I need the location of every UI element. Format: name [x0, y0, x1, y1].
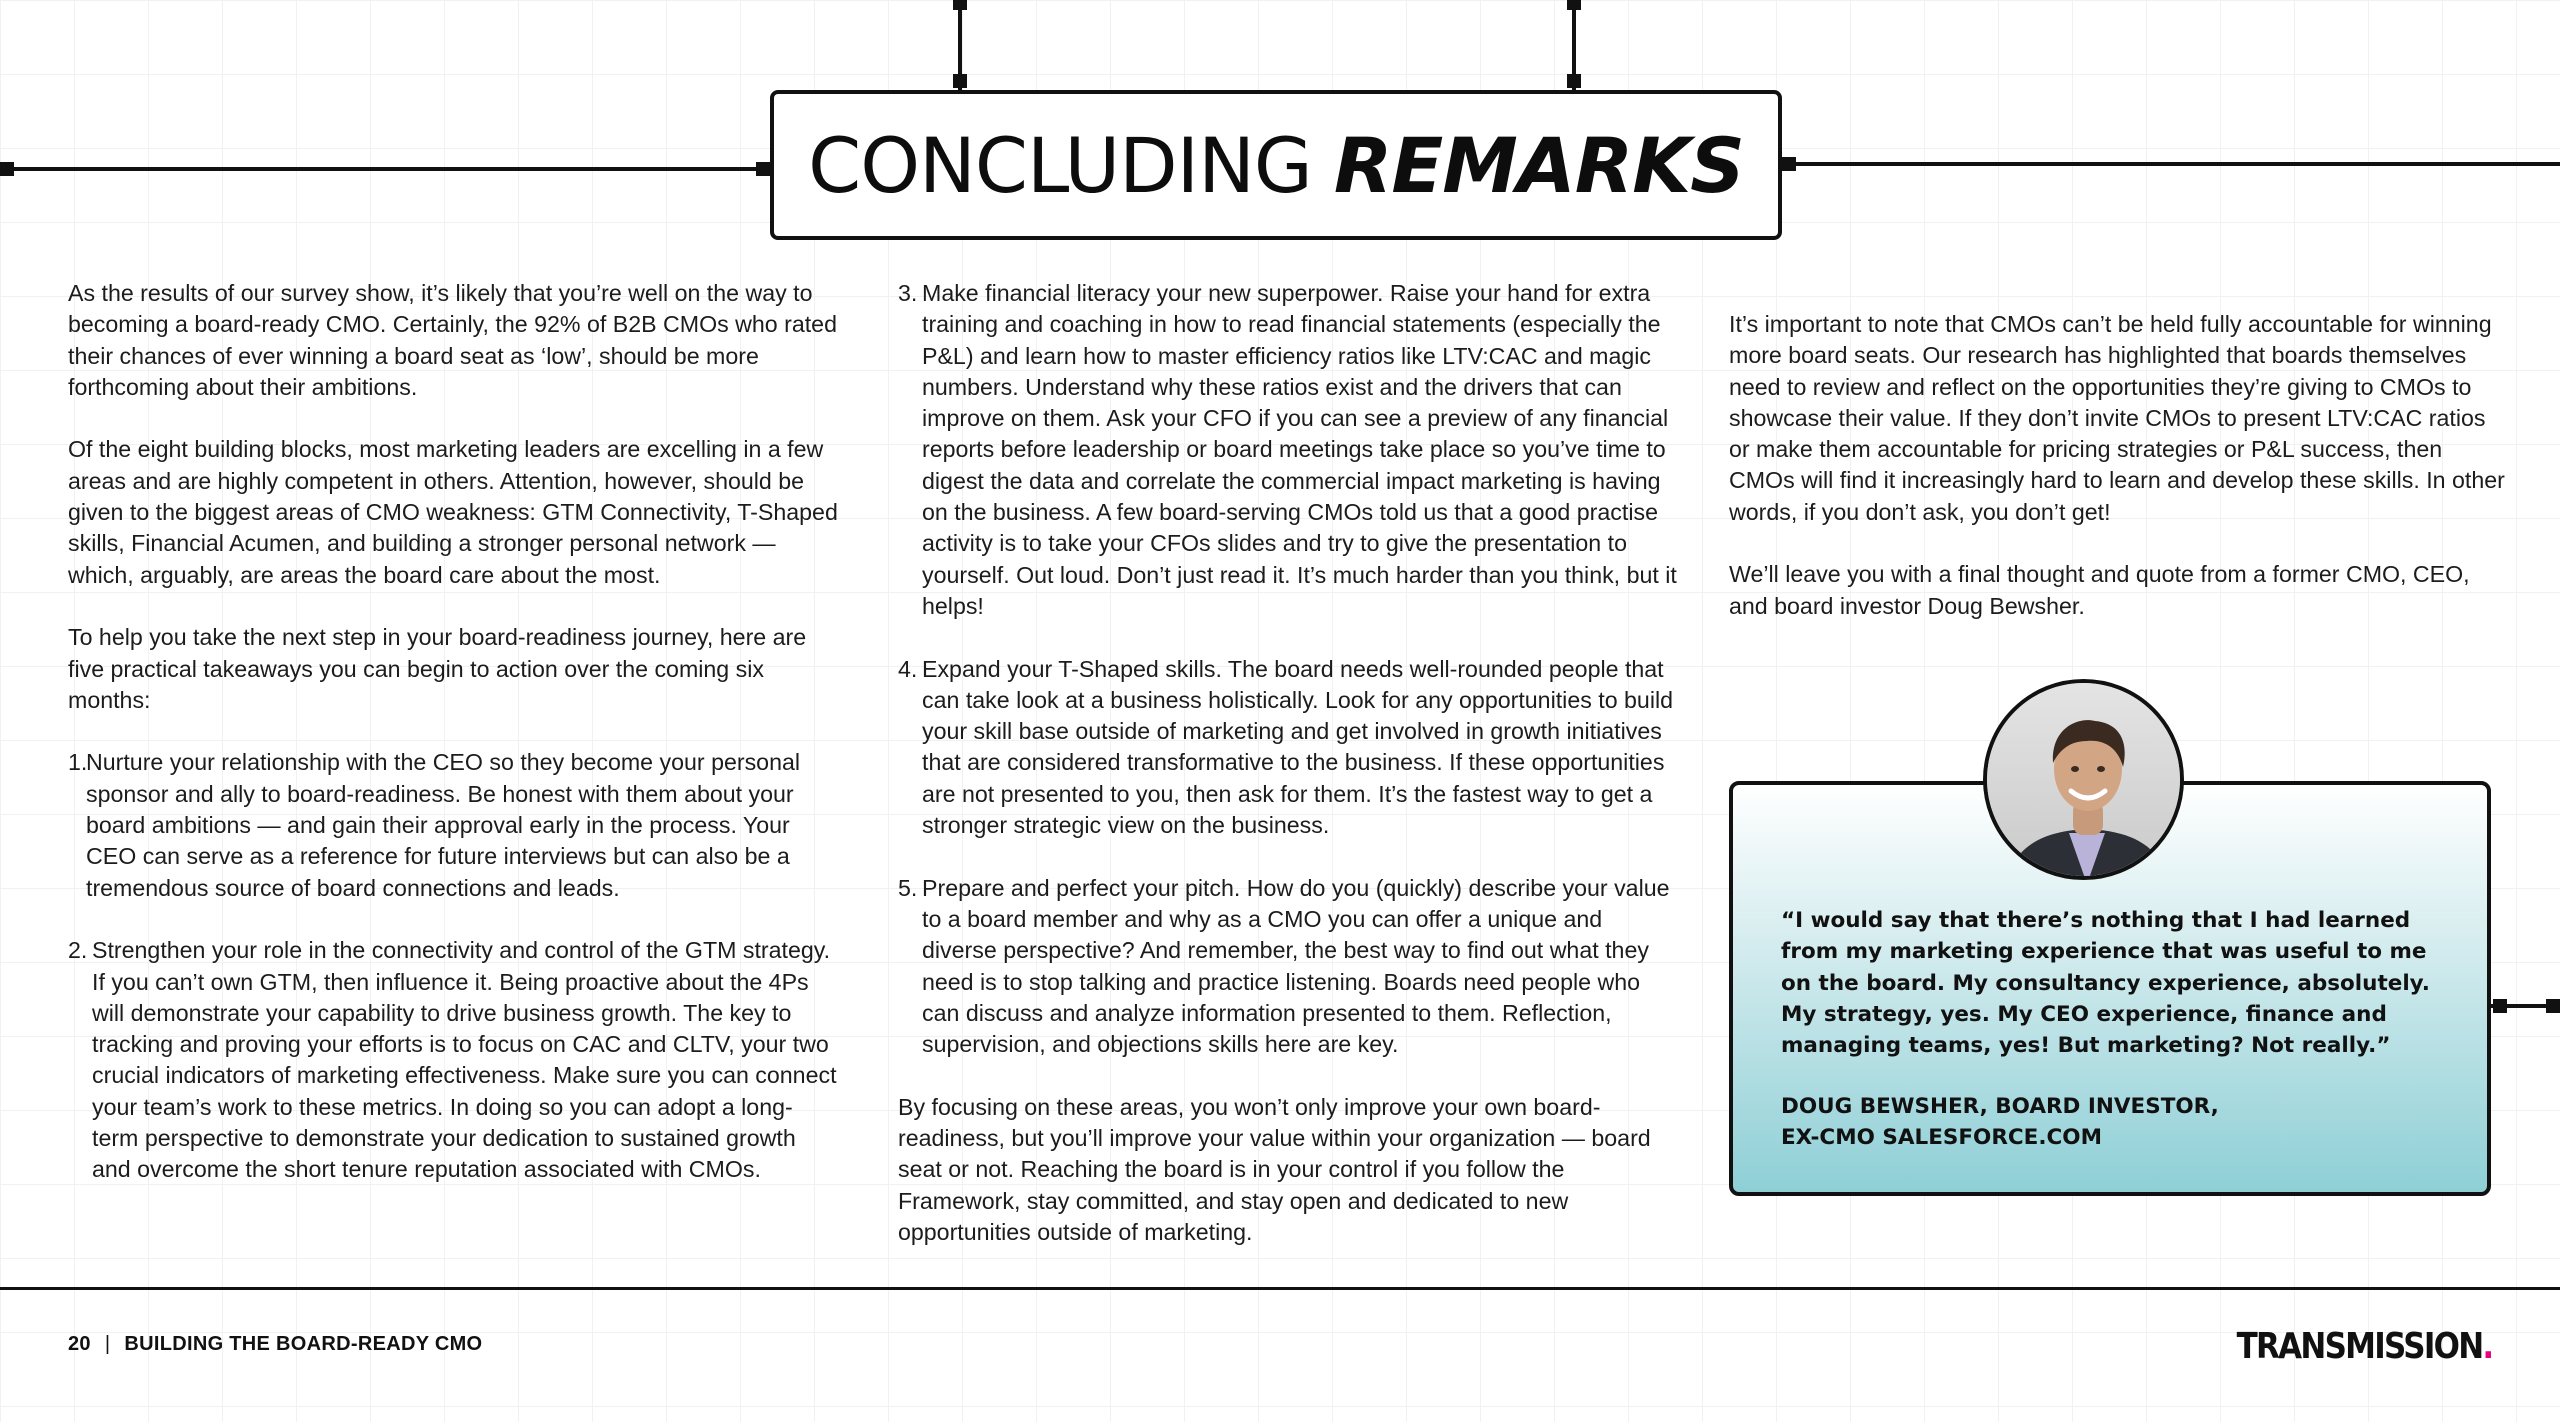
connector-node: [2493, 999, 2507, 1013]
footer-separator: |: [104, 1333, 111, 1355]
footer-divider: [0, 1287, 2560, 1290]
connector-node: [0, 162, 14, 176]
attribution-line: DOUG BEWSHER, BOARD INVESTOR,: [1781, 1094, 2219, 1119]
title-box: [770, 90, 1782, 240]
connector-line-right: [1782, 162, 2560, 166]
paragraph: We’ll leave you with a final thought and quote from a former CMO, CEO, and board investor Doug Bewsher.: [1729, 561, 2470, 619]
paragraph: It’s important to note that CMOs can’t be held fully accountable for winning more board seats. Our research has highlighted that boards themselves need to review and reflect on the opportunities they’re giving to CMOs to showcase their value. If they don’t invite CMOs to present LTV:CAC ratios or make them accountable for pricing strategies or P&L success, then CMOs will find it increasingly hard to learn and develop these skills. In other words, if you don’t ask, you don’t get!: [1729, 311, 2505, 525]
portrait-icon: [1987, 683, 2184, 880]
document-title: BUILDING THE BOARD-READY CMO: [124, 1333, 483, 1355]
footer-page-info: [68, 1333, 482, 1356]
attribution-line: EX-CMO SALESFORCE.COM: [1781, 1125, 2102, 1151]
takeaway-item-5: [898, 873, 1678, 1061]
list-text: Make financial literacy your new superpower. Raise your hand for extra training and coaching in how to read financial statements (especially the P&L) and learn how to master efficiency ratios like LTV:CAC and magic numbers. Understand why these ratios exist and the drivers that can improve on them. Ask your CFO if you can see a preview of any financial reports before leadership or board meetings take place so you’ve time to digest the data and correlate the commercial impact marketing is having on the business. A few board-serving CMOs told us that a good practise activity is to take your CFOs slides and try to give the presentation to yourself. Out loud. Don’t just read it. It’s much harder than you think, but it helps!: [922, 280, 1677, 619]
connector-node: [1782, 157, 1796, 171]
body-column-2: [898, 278, 1678, 1248]
connector-line-left: [0, 167, 770, 171]
connector-node: [2546, 999, 2560, 1013]
page-title: CONCLUDING REMARKS: [808, 120, 1744, 210]
quote-attribution: [1781, 1091, 2461, 1154]
connector-node: [953, 0, 967, 10]
takeaway-item-1: [68, 747, 838, 903]
takeaway-item-2: [68, 935, 838, 1185]
quote-text: “I would say that there’s nothing that I had learned from my marketing experience that was useful to me on the board. My consultancy experience, absolutely. My strategy, yes. My CEO experience, finance and managing teams, yes! But marketing? Not really.”: [1781, 908, 2430, 1059]
connector-node: [953, 74, 967, 88]
list-number: 1.: [68, 749, 88, 776]
paragraph: Of the eight building blocks, most marketing leaders are excelling in a few areas and are highly competent in others. Attention, however, should be given to the biggest areas of CMO weakness: GTM Connectivity, T-Shaped skills, Financial Acumen, and building a stronger personal network — which, arguably, are areas the board care about the most.: [68, 436, 838, 588]
list-text: Prepare and perfect your pitch. How do you (quickly) describe your value to a board member and why as a CMO you can offer a unique and diverse perspective? And remember, the best way to find out what they need is to stop talking and practice listening. Boards need people who can discuss and analyze information presented to them. Reflection, supervision, and objections skills here are key.: [922, 874, 1670, 1058]
body-column-3: [1729, 309, 2509, 622]
brand-logo: [2236, 1326, 2492, 1367]
closing-paragraph: By focusing on these areas, you won’t only improve your own board-readiness, but you’ll improve your value within your organization — board seat or not. Reaching the board is in your control if you follow the Framework, stay committed, and stay open and dedicated to new opportunities outside of marketing.: [898, 1093, 1651, 1245]
list-text: Strengthen your role in the connectivity and control of the GTM strategy. If you can’t own GTM, then influence it. Being proactive about the 4Ps will demonstrate your capability to drive business growth. The key to tracking and proving your efforts is to focus on CAC and CLTV, your two crucial indicators of marketing effectiveness. Make sure you can connect your team’s work to these metrics. In doing so you can adopt a long-term perspective to demonstrate your dedication to sustained growth and overcome the short tenure reputation associated with CMOs.: [92, 937, 837, 1183]
list-number: 5.: [898, 874, 918, 901]
list-text: Nurture your relationship with the CEO so they become your personal sponsor and ally to board-readiness. Be honest with them about your board ambitions — and gain their approval early in the process. Your CEO can serve as a reference for future interviews but can also be a tremendous source of board connections and leads.: [86, 749, 801, 901]
list-text: Expand your T-Shaped skills. The board needs well-rounded people that can take look at a business holistically. Look for any opportunities to build your skill base outside of marketing and get involved in growth initiatives that are considered transformative to the business. If these opportunities are not presented to you, then ask for them. It’s the fastest way to get a stronger strategic view on the business.: [922, 655, 1674, 839]
portrait-photo: [1983, 679, 2184, 880]
connector-node: [756, 162, 770, 176]
paragraph: To help you take the next step in your board-readiness journey, here are five practical takeaways you can begin to action over the coming six months:: [68, 624, 807, 713]
connector-node: [1567, 74, 1581, 88]
page-number: 20: [68, 1333, 91, 1355]
list-number: 2.: [68, 937, 88, 964]
takeaway-item-4: [898, 654, 1678, 842]
connector-node: [1567, 0, 1581, 10]
list-number: 4.: [898, 655, 918, 682]
brand-dot: .: [2481, 1326, 2492, 1367]
paragraph: As the results of our survey show, it’s likely that you’re well on the way to becoming a board-ready CMO. Certainly, the 92% of B2B CMOs who rated their chances of ever winning a board seat as ‘low’, should be more forthcoming about their ambitions.: [68, 280, 837, 400]
brand-name: TRANSMISSION: [2236, 1326, 2482, 1367]
body-column-1: [68, 278, 838, 1217]
takeaway-item-3: [898, 278, 1678, 622]
list-number: 3.: [898, 280, 918, 306]
